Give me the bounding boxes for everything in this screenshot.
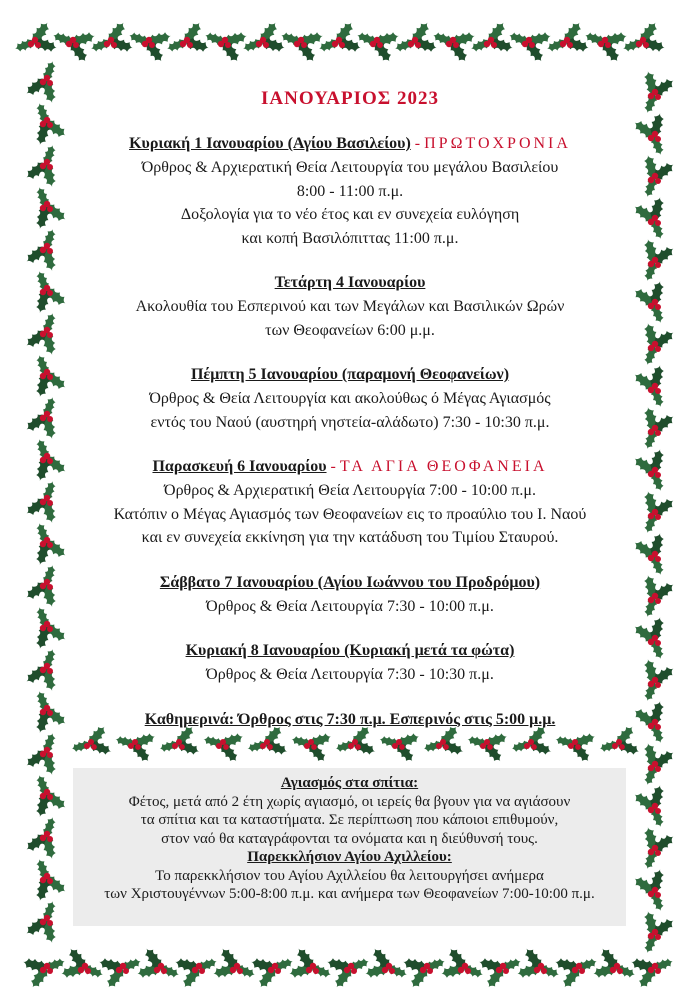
- holly-berry: [85, 968, 91, 974]
- holly-berry: [648, 681, 654, 687]
- schedule: [70, 88, 630, 732]
- notice-line: των Χριστουγέννων 5:00-8:00 π.μ. και ανήμερα των Θεοφανείων 7:00-10:00 π.μ.: [104, 886, 595, 902]
- holly-berry: [73, 42, 79, 48]
- holly-berry: [304, 743, 310, 749]
- schedule-entry: [70, 271, 630, 342]
- holly-berry: [47, 626, 53, 632]
- holly-berry: [142, 41, 148, 47]
- holly-berry: [487, 744, 493, 750]
- holly-berry: [491, 42, 497, 48]
- holly-berry: [47, 752, 53, 758]
- holly-berry: [655, 220, 661, 226]
- holly-berry: [40, 919, 46, 925]
- holly-berry: [267, 744, 273, 750]
- holly-berry: [40, 121, 46, 127]
- holly-berry: [263, 42, 269, 48]
- holly-berry: [655, 682, 661, 688]
- holly-berry: [648, 303, 654, 309]
- entry-date: Πέμπτη 5 Ιανουαρίου (παραμονή Θεοφανείων): [190, 366, 510, 383]
- holly-berry: [172, 743, 178, 749]
- entry-line: Όρθρος & Θεία Λειτουργία και ακολούθως ό Μέγας Αγιασμός: [149, 390, 551, 407]
- holly-berry: [648, 723, 654, 729]
- holly-berry: [436, 743, 442, 749]
- holly-berry: [655, 430, 661, 436]
- holly-berry: [420, 967, 426, 973]
- holly-berry: [47, 80, 53, 86]
- holly-berry: [572, 967, 578, 973]
- holly-berry: [313, 968, 319, 974]
- holly-berry: [40, 289, 46, 295]
- feast-title: ΠΡΩΤΟΧΡΟΝΙΑ: [424, 135, 571, 152]
- holly-berry: [643, 42, 649, 48]
- holly-berry: [648, 807, 654, 813]
- holly-berry: [154, 967, 160, 973]
- holly-berry: [648, 93, 654, 99]
- schedule-entry: [70, 363, 630, 434]
- entry-date: Κυριακή 1 Ιανουαρίου (Αγίου Βασιλείου): [129, 135, 411, 152]
- holly-berry: [617, 968, 623, 974]
- holly-berry: [40, 583, 46, 589]
- holly-berry: [531, 744, 537, 750]
- holly-berry: [260, 743, 266, 749]
- holly-berry: [355, 744, 361, 750]
- holly-berry: [179, 744, 185, 750]
- holly-berry: [40, 79, 46, 85]
- holly-berry: [648, 967, 654, 973]
- holly-berry: [655, 472, 661, 478]
- holly-berry: [648, 765, 654, 771]
- holly-berry: [655, 388, 661, 394]
- holly-berry: [524, 743, 530, 749]
- notice-line: στον ναό θα καταγράφονται τα ονόματα και η διεύθυνσή τους.: [161, 830, 538, 847]
- notice-heading: Παρεκκλήσιον Αγίου Αχιλλείου:: [247, 849, 452, 865]
- entry-heading: [70, 455, 630, 479]
- holly-berry: [47, 332, 53, 338]
- holly-berry: [40, 331, 46, 337]
- holly-berry: [392, 743, 398, 749]
- holly-berry: [301, 42, 307, 48]
- notice-heading: Αγιασμός στα σπίτια:: [280, 775, 419, 791]
- holly-berry: [47, 416, 53, 422]
- holly-berry: [40, 751, 46, 757]
- holly-berry: [443, 744, 449, 750]
- holly-berry: [655, 346, 661, 352]
- holly-berry: [192, 967, 198, 973]
- holly-berry: [294, 41, 300, 47]
- holly-berry: [389, 968, 395, 974]
- holly-berry: [351, 968, 357, 974]
- holly-berry: [655, 968, 661, 974]
- holly-berry: [655, 850, 661, 856]
- holly-berry: [40, 793, 46, 799]
- holly-berry: [648, 555, 654, 561]
- entry-heading: [70, 571, 630, 595]
- holly-berry: [306, 967, 312, 973]
- holly-berry: [446, 41, 452, 47]
- holly-berry: [149, 42, 155, 48]
- entry-date: Κυριακή 8 Ιανουαρίου (Κυριακή μετά τα φώτα): [185, 642, 515, 659]
- holly-berry: [370, 41, 376, 47]
- holly-berry: [619, 744, 625, 750]
- holly-berry: [135, 744, 141, 750]
- holly-berry: [199, 968, 205, 974]
- holly-berry: [575, 744, 581, 750]
- holly-berry: [47, 164, 53, 170]
- holly-berry: [47, 920, 53, 926]
- schedule-entry: [70, 132, 630, 250]
- page-title: ΙΑΝΟΥΑΡΙΟΣ 2023: [261, 88, 439, 109]
- entry-line: Όρθρος & Αρχιερατική Θεία Λειτουργία 7:00 - 10:00 π.μ.: [164, 482, 536, 499]
- holly-berry: [408, 41, 414, 47]
- holly-berry: [655, 556, 661, 562]
- holly-berry: [40, 163, 46, 169]
- holly-berry: [47, 836, 53, 842]
- holly-berry: [655, 262, 661, 268]
- holly-berry: [541, 968, 547, 974]
- holly-berry: [47, 794, 53, 800]
- holly-berry: [40, 541, 46, 547]
- holly-berry: [655, 304, 661, 310]
- holly-berry: [648, 639, 654, 645]
- holly-berry: [47, 500, 53, 506]
- holly-berry: [648, 345, 654, 351]
- holly-berry: [598, 41, 604, 47]
- schedule-entry: [70, 571, 630, 619]
- holly-berry: [648, 177, 654, 183]
- holly-berry: [655, 766, 661, 772]
- entry-line: Κατόπιν ο Μέγας Αγιασμός των Θεοφανείων εις το προαύλιο του Ι. Ναού: [113, 505, 587, 523]
- holly-berry: [123, 968, 129, 974]
- holly-berry: [612, 743, 618, 749]
- holly-berry: [104, 41, 110, 47]
- holly-berry: [453, 42, 459, 48]
- holly-berry: [275, 968, 281, 974]
- holly-berry: [40, 835, 46, 841]
- notice-line: τα σπίτια και τα καταστήματα. Σε περίπτωση που κάποιοι επιθυμούν,: [140, 812, 559, 828]
- holly-berry: [66, 41, 72, 47]
- holly-berry: [237, 968, 243, 974]
- holly-berry: [223, 744, 229, 750]
- holly-berry: [78, 967, 84, 973]
- holly-berry: [40, 457, 46, 463]
- entry-date: Παρασκευή 6 Ιανουαρίου: [152, 458, 327, 475]
- holly-berry: [35, 42, 41, 48]
- holly-berry: [47, 968, 53, 974]
- holly-berry: [648, 471, 654, 477]
- holly-berry: [529, 42, 535, 48]
- holly-berry: [40, 415, 46, 421]
- holly-berry: [47, 248, 53, 254]
- holly-berry: [399, 744, 405, 750]
- holly-berry: [116, 967, 122, 973]
- holly-berry: [636, 41, 642, 47]
- holly-berry: [610, 967, 616, 973]
- holly-berry: [225, 42, 231, 48]
- holly-berry: [655, 514, 661, 520]
- holly-berry: [655, 724, 661, 730]
- holly-berry: [180, 41, 186, 47]
- holly-berry: [339, 42, 345, 48]
- holly-berry: [47, 542, 53, 548]
- holly-berry: [484, 41, 490, 47]
- daily-schedule: Καθημερινά: Όρθρος στις 7:30 π.μ. Εσπερινός στις 5:00 μ.μ.: [144, 710, 556, 728]
- notice-line: Το παρεκκλήσιον του Αγίου Αχιλλείου θα λειτουργήσει ανήμερα: [155, 867, 544, 884]
- holly-berry: [111, 42, 117, 48]
- holly-berry: [128, 743, 134, 749]
- entry-date: Τετάρτη 4 Ιανουαρίου: [274, 274, 426, 291]
- holly-berry: [560, 41, 566, 47]
- holly-berry: [40, 499, 46, 505]
- holly-berry: [40, 625, 46, 631]
- holly-berry: [377, 42, 383, 48]
- entry-heading: [70, 271, 630, 295]
- entry-line: και κοπή Βασιλόπιττας 11:00 π.μ.: [241, 229, 459, 247]
- holly-berry: [522, 41, 528, 47]
- holly-berry: [655, 808, 661, 814]
- entry-line: εντός του Ναού (αυστηρή νηστεία-αλάδωτο) 7:30 - 10:30 π.μ.: [150, 413, 550, 431]
- holly-berry: [187, 42, 193, 48]
- holly-berry: [648, 387, 654, 393]
- holly-berry: [534, 967, 540, 973]
- holly-berry: [648, 219, 654, 225]
- holly-berry: [605, 42, 611, 48]
- holly-berry: [648, 597, 654, 603]
- entry-line: Όρθρος & Θεία Λειτουργία 7:30 - 10:00 π.μ.: [206, 597, 494, 615]
- holly-berry: [382, 967, 388, 973]
- holly-berry: [91, 744, 97, 750]
- holly-berry: [648, 135, 654, 141]
- holly-berry: [40, 709, 46, 715]
- holly-berry: [648, 429, 654, 435]
- holly-berry: [47, 122, 53, 128]
- holly-berry: [256, 41, 262, 47]
- holly-berry: [648, 891, 654, 897]
- schedule-entry: [70, 455, 630, 550]
- holly-berry: [496, 967, 502, 973]
- holly-berry: [40, 967, 46, 973]
- entry-separator: -: [410, 135, 425, 152]
- holly-berry: [480, 743, 486, 749]
- holly-berry: [465, 968, 471, 974]
- holly-berry: [40, 667, 46, 673]
- entry-heading: [70, 132, 630, 156]
- schedule-entry: [70, 639, 630, 687]
- holly-berry: [332, 41, 338, 47]
- entry-line: Δοξολογία για το νέο έτος και εν συνεχεία ευλόγηση: [180, 206, 520, 223]
- holly-berry: [47, 584, 53, 590]
- holly-berry: [648, 933, 654, 939]
- entry-line: Όρθρος & Αρχιερατική Θεία Λειτουργία του μεγάλου Βασιλείου: [141, 159, 559, 176]
- holly-berry: [458, 967, 464, 973]
- holly-berry: [568, 743, 574, 749]
- entry-line: και εν συνεχεία εκκίνηση για την κατάδυση του Τιμίου Σταυρού.: [141, 529, 559, 546]
- holly-berry: [648, 849, 654, 855]
- holly-berry: [47, 710, 53, 716]
- holly-berry: [655, 136, 661, 142]
- entry-line: Ακολουθία του Εσπερινού και των Μεγάλων και Βασιλικών Ωρών: [135, 298, 565, 315]
- entry-heading: [70, 639, 630, 663]
- holly-berry: [503, 968, 509, 974]
- holly-berry: [579, 968, 585, 974]
- entry-separator: -: [326, 458, 340, 475]
- holly-berry: [655, 94, 661, 100]
- feast-title: ΤΑ ΑΓΙΑ ΘΕΟΦΑΝΕΙΑ: [339, 458, 548, 475]
- holly-berry: [47, 290, 53, 296]
- holly-berry: [47, 458, 53, 464]
- holly-berry: [427, 968, 433, 974]
- holly-berry: [161, 968, 167, 974]
- holly-berry: [415, 42, 421, 48]
- entry-date: Σάββατο 7 Ιανουαρίου (Αγίου Ιωάννου του Προδρόμου): [159, 573, 541, 591]
- holly-berry: [84, 743, 90, 749]
- holly-berry: [348, 743, 354, 749]
- holly-berry: [216, 743, 222, 749]
- holly-berry: [47, 374, 53, 380]
- holly-berry: [268, 967, 274, 973]
- notice-box: [73, 768, 626, 926]
- holly-berry: [344, 967, 350, 973]
- holly-berry: [40, 373, 46, 379]
- notice-line: Φέτος, μετά από 2 έτη χωρίς αγιασμό, οι ιερείς θα βγουν για να αγιάσουν: [128, 793, 571, 810]
- holly-berry: [311, 744, 317, 750]
- entry-line: 8:00 - 11:00 π.μ.: [296, 182, 404, 200]
- holly-berry: [655, 934, 661, 940]
- holly-berry: [47, 668, 53, 674]
- holly-berry: [218, 41, 224, 47]
- holly-berry: [40, 877, 46, 883]
- holly-berry: [655, 598, 661, 604]
- holly-berry: [655, 892, 661, 898]
- holly-berry: [40, 247, 46, 253]
- entry-line: Όρθρος & Θεία Λειτουργία 7:30 - 10:30 π.μ.: [206, 666, 494, 683]
- holly-berry: [655, 178, 661, 184]
- holly-berry: [648, 513, 654, 519]
- holly-berry: [47, 206, 53, 212]
- entry-heading: [70, 363, 630, 387]
- holly-berry: [28, 41, 34, 47]
- holly-berry: [47, 878, 53, 884]
- holly-berry: [40, 205, 46, 211]
- entry-line: των Θεοφανείων 6:00 μ.μ.: [265, 321, 435, 339]
- holly-berry: [230, 967, 236, 973]
- holly-berry: [567, 42, 573, 48]
- holly-berry: [655, 640, 661, 646]
- holly-berry: [648, 261, 654, 267]
